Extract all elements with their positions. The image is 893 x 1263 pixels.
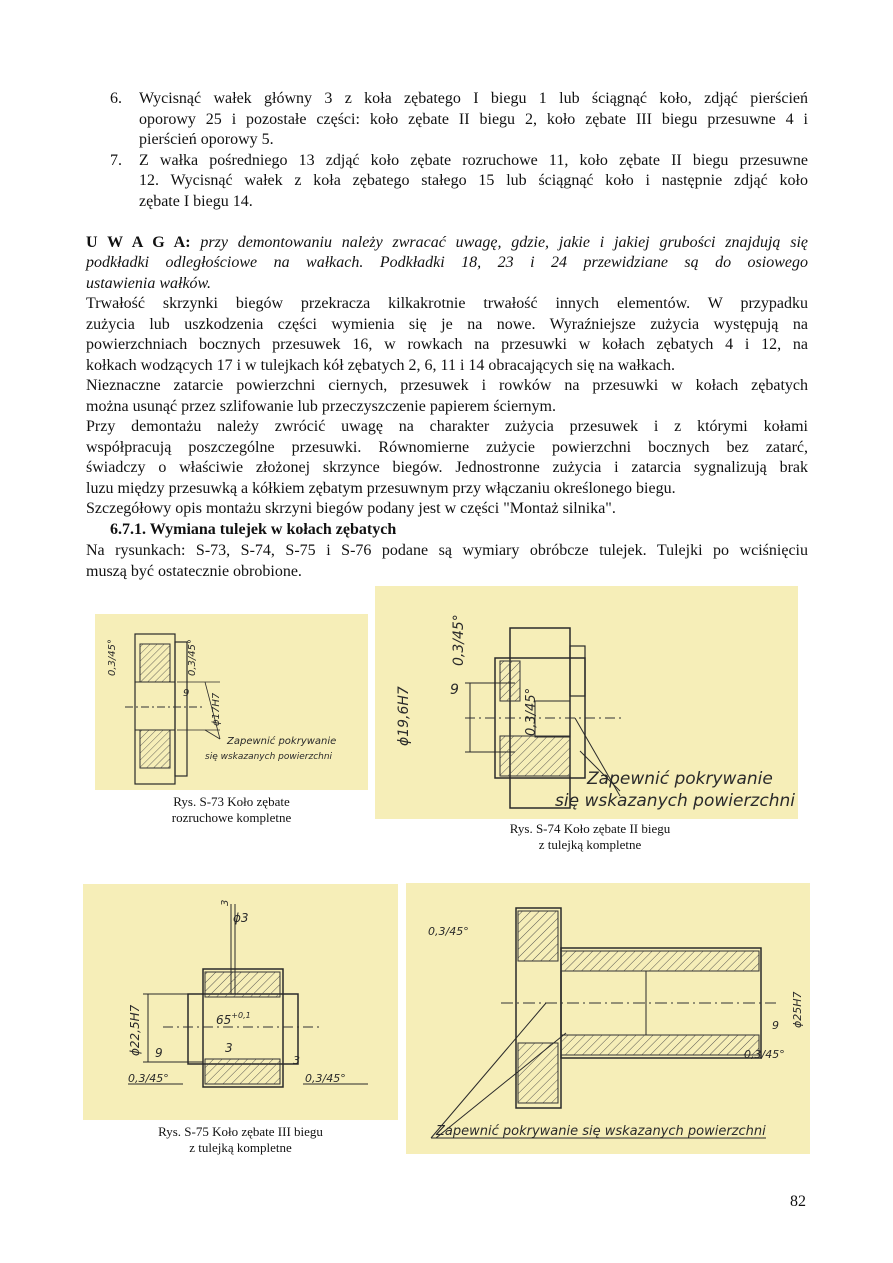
list-line: 12. Wycisnąć wałek z koła zębatego stałego 15 lub ściągnąć koło i następnie zdjąć koło xyxy=(139,172,808,189)
section-text: muszą być ostatecznie obrobione. xyxy=(86,563,302,580)
section-text: Na rysunkach: S-73, S-74, S-75 i S-76 podane są wymiary obróbcze tulejek. Tulejki po wciśnięciu xyxy=(86,542,808,559)
figure-caption: Rys. S-74 Koło zębate II biegu z tulejką kompletne xyxy=(509,821,671,852)
roughness-label: 9 xyxy=(183,688,190,699)
note-label: się wskazanych powierzchni xyxy=(555,791,795,811)
roughness-label: 9 xyxy=(155,1046,163,1060)
list-line: oporowy 25 i pozostałe części: koło zębate II biegu 2, koło zębate III biegu przesuwne 4 i xyxy=(139,111,808,128)
roughness-label: 3 xyxy=(293,1054,300,1067)
svg-text:65+0,1 xyxy=(216,1011,251,1027)
dimension-label: 65 xyxy=(216,1013,232,1027)
hole-label: ϕ3 xyxy=(233,911,249,925)
list-number: 7. xyxy=(110,152,122,169)
warning-text: przy demontowaniu należy zwracać uwagę, gdzie, jakie i jakiej grubości znajdują się xyxy=(200,234,808,251)
paragraph-line: świadczy o właściwie złożonej skrzynce biegów. Jednostronne zużycia i zatarcia sygnalizują brak xyxy=(86,459,808,476)
roughness-label: 9 xyxy=(450,682,459,698)
figure-caption: Rys. S-75 Koło zębate III biegu z tulejką kompletne xyxy=(158,1124,323,1155)
gear-drawing-s76 xyxy=(406,883,810,1154)
paragraph-line: Szczegółowy opis montażu skrzyni biegów podany jest w części "Montaż silnika". xyxy=(86,500,616,517)
paragraph-line: Przy demontażu należy zwrócić uwagę na charakter zużycia przesuwek i z którymi kołami xyxy=(86,418,808,435)
section-heading: 6.7.1. Wymiana tulejek w kołach zębatych xyxy=(110,521,397,538)
chamfer-label: 0,3/45° xyxy=(524,687,539,736)
note-label: Zapewnić pokrywanie xyxy=(587,769,773,789)
paragraph-line: można usunąć przez szlifowanie lub przeczyszczenie papierem ściernym. xyxy=(86,398,556,415)
paragraph-line: Trwałość skrzynki biegów przekracza kilkakrotnie trwałość innych elementów. W przypadku xyxy=(86,295,808,312)
gear-drawing-s73 xyxy=(95,614,368,790)
roughness-label: 3 xyxy=(225,1041,233,1055)
roughness-label: 9 xyxy=(772,1019,779,1032)
warning-text: podkładki odległościowe na wałkach. Podkładki 18, 23 i 24 przewidziane są do osiowego xyxy=(86,254,808,271)
figure-s74 xyxy=(375,586,798,819)
warning-text: ustawienia wałków. xyxy=(86,275,212,292)
list-number: 6. xyxy=(110,90,122,107)
list-line: pierścień oporowy 5. xyxy=(139,131,274,148)
list-line: Wycisnąć wałek główny 3 z koła zębatego I biegu 1 lub ściągnąć koło, zdjąć pierścień xyxy=(139,90,808,107)
gear-drawing-s74 xyxy=(375,586,798,819)
paragraph-line: luzu między przesuwką a kółkiem zębatym przesuwnym przy włączaniu określonego biegu. xyxy=(86,480,676,497)
figure-s76 xyxy=(406,883,810,1154)
roughness-label: 3 xyxy=(220,899,231,906)
paragraph-line: zużycia lub uszkodzenia części wymienia się je na nowe. Wyraźniejsze zużycia występują na xyxy=(86,316,808,333)
figure-s75 xyxy=(83,884,398,1120)
bore-label: ϕ22,5H7 xyxy=(128,1004,142,1056)
figure-s73 xyxy=(95,614,368,790)
paragraph-line: kołkach wodzących 17 i w tulejkach kół zębatych 2, 6, 11 i 14 obracających się na wałkach. xyxy=(86,357,675,374)
paragraph-line: powierzchniach bocznych przesuwek 16, w rowkach na przesuwki w kołach zębatych 4 i 12, na xyxy=(86,336,808,353)
chamfer-label: 0,3/45° xyxy=(187,639,198,676)
paragraph-line: współpracują poszczególne przesuwki. Równomierne zużycie powierzchni bocznych bez zatarć, xyxy=(86,439,808,456)
paragraph-line: Nieznaczne zatarcie powierzchni ciernych, przesuwek i rowków na przesuwki w kołach zębatych xyxy=(86,377,808,394)
bore-label: ϕ25H7 xyxy=(791,991,804,1028)
chamfer-label: 0,3/45° xyxy=(107,639,118,676)
figure-caption: Rys. S-73 Koło zębate rozruchowe kompletne xyxy=(171,794,292,825)
note-label: się wskazanych powierzchni xyxy=(205,752,333,762)
warning-label: U W A G A: xyxy=(86,234,191,251)
chamfer-label: 0,3/45° xyxy=(305,1072,346,1085)
bore-label: ϕ17H7 xyxy=(211,692,222,726)
tolerance-label: +0,1 xyxy=(231,1011,251,1020)
chamfer-label: 0,3/45° xyxy=(451,614,467,666)
bore-label: ϕ19,6H7 xyxy=(396,686,412,746)
chamfer-label: 0,3/45° xyxy=(128,1072,169,1085)
gear-drawing-s75 xyxy=(83,884,398,1120)
chamfer-label: 0,3/45° xyxy=(428,925,469,938)
note-label: Zapewnić pokrywanie xyxy=(227,736,337,747)
list-line: Z wałka pośredniego 13 zdjąć koło zębate rozruchowe 11, koło zębate II biegu przesuwne xyxy=(139,152,808,169)
page-number: 82 xyxy=(790,1193,806,1210)
list-line: zębate I biegu 14. xyxy=(139,193,253,210)
note-label: Zapewnić pokrywanie się wskazanych powierzchni xyxy=(436,1124,766,1139)
chamfer-label: 0,3/45° xyxy=(744,1048,785,1061)
